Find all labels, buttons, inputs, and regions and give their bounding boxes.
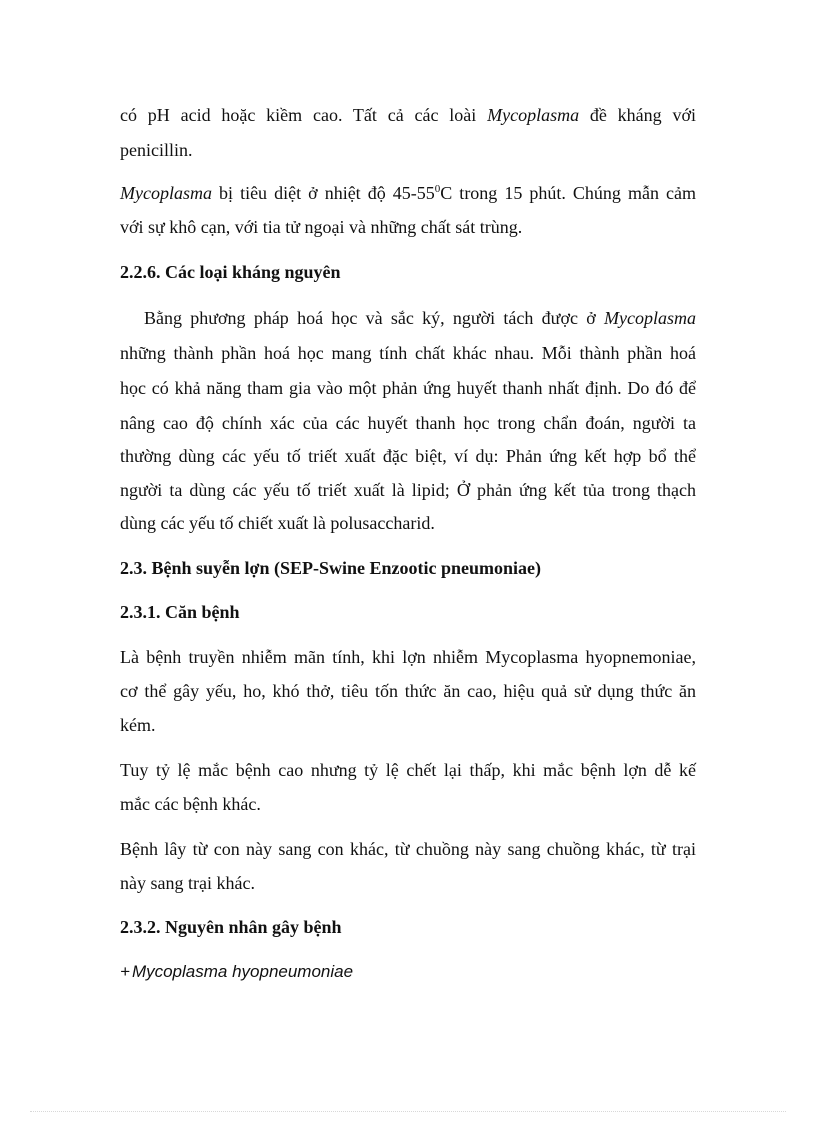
paragraph-line — [144, 307, 696, 329]
paragraph-line: mắc các bệnh khác. — [120, 794, 261, 814]
paragraph-line: penicillin. — [120, 140, 193, 160]
paragraph-line: Là bệnh truyền nhiễm mãn tính, khi lợn nhiễm Mycoplasma hyopnemoniae, — [120, 647, 696, 667]
paragraph-line: Bệnh lây từ con này sang con khác, từ chuồng này sang chuồng khác, từ trại — [120, 839, 696, 859]
text-span: đề kháng với — [579, 105, 696, 125]
paragraph-line: kém. — [120, 715, 156, 735]
page-divider — [30, 1111, 786, 1112]
paragraph-line: người ta dùng các yếu tố triết xuất là lipid; Ở phản ứng kết tủa trong thạch — [120, 480, 696, 500]
paragraph-line: dùng các yếu tố chiết xuất là polusaccharid. — [120, 513, 435, 533]
paragraph-line: Tuy tỷ lệ mắc bệnh cao nhưng tỷ lệ chết lại thấp, khi mắc bệnh lợn dễ kế — [120, 760, 696, 780]
paragraph-line: với sự khô cạn, với tia tử ngoại và những chất sát trùng. — [120, 217, 523, 237]
italic-term: Mycoplasma — [120, 183, 212, 203]
superscript: 0 — [434, 183, 441, 195]
paragraph-line: này sang trại khác. — [120, 873, 255, 893]
italic-term: Mycoplasma — [604, 308, 696, 328]
paragraph-line: cơ thể gây yếu, ho, khó thở, tiêu tốn thức ăn cao, hiệu quả sử dụng thức ăn — [120, 681, 696, 701]
text-span: bị tiêu diệt ở nhiệt độ 45-55 — [211, 183, 435, 203]
list-item-text: Mycoplasma hyopneumoniae — [131, 962, 354, 981]
bullet: + — [120, 962, 130, 981]
paragraph-line: nâng cao độ chính xác của các huyết thanh học trong chẩn đoán, người ta — [120, 413, 696, 433]
paragraph-line: thường dùng các yếu tố triết xuất đặc biệt, ví dụ: Phản ứng kết hợp bổ thể — [120, 446, 696, 466]
text-span: Bằng phương pháp hoá học và sắc ký, người tách được ở — [144, 308, 605, 328]
paragraph-line — [120, 182, 696, 204]
text-span: C trong 15 phút. Chúng mẫn cảm — [440, 183, 696, 203]
italic-term: Mycoplasma — [487, 105, 580, 125]
section-heading: 2.3.2. Nguyên nhân gây bệnh — [120, 917, 342, 937]
section-heading: 2.2.6. Các loại kháng nguyên — [120, 262, 341, 282]
paragraph-line: những thành phần hoá học mang tính chất khác nhau. Mỗi thành phần hoá — [120, 343, 696, 363]
section-heading: 2.3. Bệnh suyễn lợn (SEP-Swine Enzootic pneumoniae) — [120, 558, 542, 578]
text-span: có pH acid hoặc kiềm cao. Tất cả các loài — [120, 105, 488, 125]
section-heading: 2.3.1. Căn bệnh — [120, 602, 240, 622]
list-item — [120, 961, 353, 983]
paragraph-line — [120, 104, 696, 126]
paragraph-line: học có khả năng tham gia vào một phản ứng huyết thanh nhất định. Do đó để — [120, 378, 696, 398]
